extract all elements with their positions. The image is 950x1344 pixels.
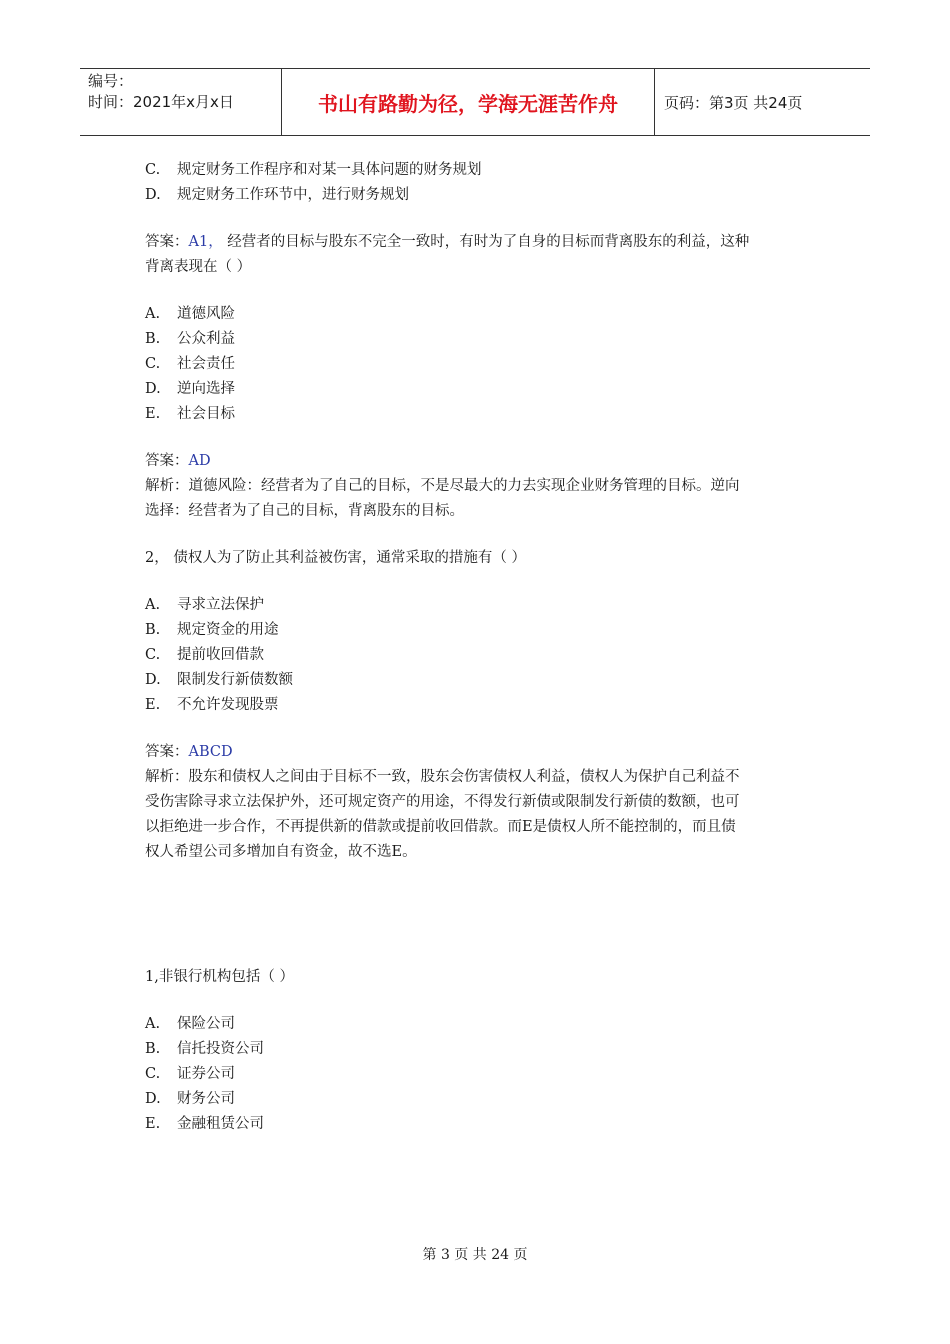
analysis-line: 权人希望公司多增加自有资金，故不选E。 [145, 844, 417, 860]
page-header [80, 68, 870, 136]
option-item [145, 1012, 815, 1037]
answer-label: 答案： [145, 744, 189, 760]
header-meta [80, 69, 282, 135]
option-item [145, 593, 815, 618]
option-letter: B. [145, 622, 161, 638]
option-item [145, 643, 815, 668]
option-letter: D. [145, 672, 161, 688]
option-letter: D. [145, 187, 161, 203]
option-text: 提前收回借款 [177, 647, 264, 663]
option-letter: E. [145, 406, 161, 422]
option-item [145, 668, 815, 693]
option-item [145, 1062, 815, 1087]
analysis-line: 解析：道德风险：经营者为了自己的目标，不是尽最大的力去实现企业财务管理的目标。逆向 [145, 478, 740, 494]
option-text: 规定财务工作环节中，进行财务规划 [177, 187, 409, 203]
option-text: 社会目标 [177, 406, 235, 422]
answer-prefix: 答案： [145, 234, 189, 250]
option-item [145, 1037, 815, 1062]
option-item [145, 183, 815, 208]
header-motto: 书山有路勤为径，学海无涯苦作舟 [282, 69, 655, 135]
question-1 [145, 230, 815, 255]
analysis-line: 选择：经营者为了自己的目标，背离股东的目标。 [145, 503, 464, 519]
option-item [145, 1112, 815, 1137]
option-text: 信托投资公司 [177, 1041, 264, 1057]
analysis-line: 受伤害除寻求立法保护外，还可规定资产的用途，不得发行新债或限制发行新债的数额，也可 [145, 794, 740, 810]
page-footer: 第 3 页 共 24 页 [422, 1247, 528, 1263]
option-letter: B. [145, 1041, 161, 1057]
option-letter: C. [145, 356, 161, 372]
option-item [145, 1087, 815, 1112]
option-text: 金融租赁公司 [177, 1116, 264, 1132]
option-text: 公众利益 [177, 331, 235, 347]
option-letter: C. [145, 162, 161, 178]
option-letter: E. [145, 1116, 161, 1132]
option-text: 规定财务工作程序和对某一具体问题的财务规划 [177, 162, 482, 178]
question-text-line2: 背离表现在（ ） [145, 259, 252, 275]
option-text: 保险公司 [177, 1016, 235, 1032]
option-text: 规定资金的用途 [177, 622, 279, 638]
option-text: 社会责任 [177, 356, 235, 372]
question-3: 1,非银行机构包括（ ） [145, 969, 294, 985]
option-letter: D. [145, 381, 161, 397]
option-item [145, 302, 815, 327]
option-letter: A. [145, 1016, 161, 1032]
document-body [145, 158, 815, 1137]
answer-line [145, 740, 815, 765]
analysis-line: 以拒绝进一步合作，不再提供新的借款或提前收回借款。而E是债权人所不能控制的，而且债 [145, 819, 736, 835]
option-text: 证券公司 [177, 1066, 235, 1082]
question-code: A1， [188, 234, 223, 250]
answer-label: 答案： [145, 453, 189, 469]
option-text: 限制发行新债数额 [177, 672, 293, 688]
document-time-label: 时间：2021年x月x日 [88, 93, 234, 111]
option-text: 逆向选择 [177, 381, 235, 397]
option-text: 财务公司 [177, 1091, 235, 1107]
header-page-info: 页码：第3页 共24页 [664, 93, 803, 112]
option-item [145, 327, 815, 352]
answer-line [145, 449, 815, 474]
document-number-label: 编号： [88, 72, 134, 90]
question-text-line1: 经营者的目标与股东不完全一致时，有时为了自身的目标而背离股东的利益，这种 [222, 234, 750, 250]
question-2: 2， 债权人为了防止其利益被伤害，通常采取的措施有（ ） [145, 550, 526, 566]
answer-value: AD [188, 453, 211, 469]
option-letter: C. [145, 1066, 161, 1082]
option-item [145, 377, 815, 402]
option-item [145, 352, 815, 377]
analysis-line: 解析：股东和债权人之间由于目标不一致，股东会伤害债权人利益，债权人为保护自己利益不 [145, 769, 740, 785]
answer-value: ABCD [188, 744, 233, 760]
option-text: 不允许发现股票 [177, 697, 279, 713]
option-item [145, 693, 815, 718]
option-item [145, 618, 815, 643]
option-letter: A. [145, 306, 161, 322]
option-letter: D. [145, 1091, 161, 1107]
option-item [145, 158, 815, 183]
option-letter: B. [145, 331, 161, 347]
option-letter: A. [145, 597, 161, 613]
option-item [145, 402, 815, 427]
option-text: 寻求立法保护 [177, 597, 264, 613]
option-text: 道德风险 [177, 306, 235, 322]
option-letter: C. [145, 647, 161, 663]
option-letter: E. [145, 697, 161, 713]
